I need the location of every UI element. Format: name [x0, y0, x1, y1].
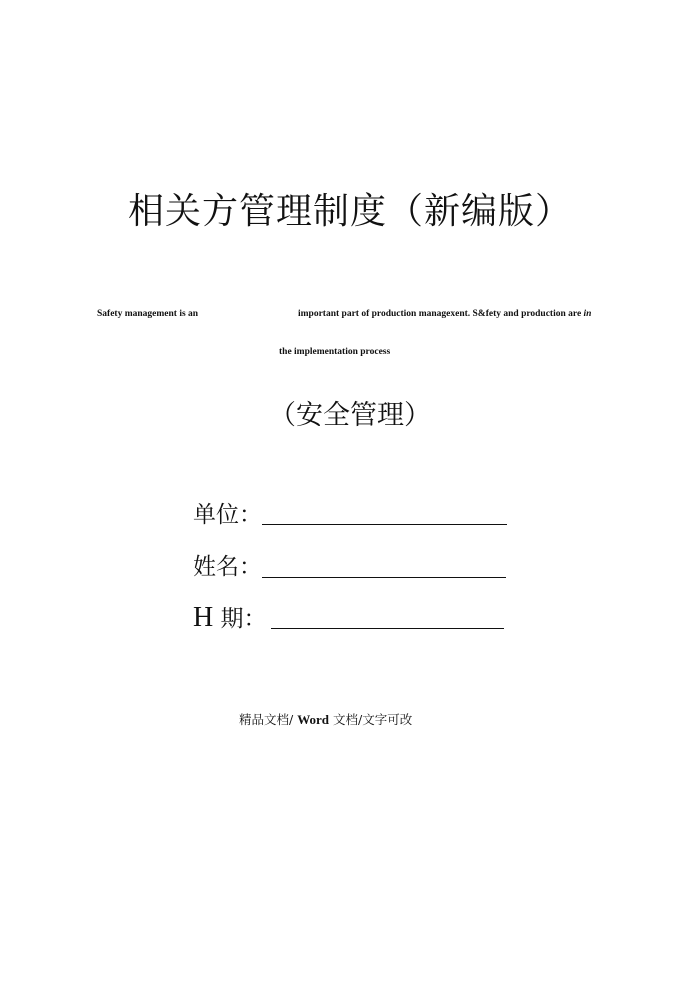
subtitle-part2-text: important part of production managexent. S&fety and production are — [298, 309, 582, 319]
field-unit-underline — [262, 524, 507, 525]
document-category: （安全管理） — [269, 400, 431, 431]
field-name-underline — [262, 577, 506, 578]
field-date-underline — [271, 628, 504, 629]
subtitle-part2-italic: in — [583, 309, 592, 319]
field-date-label-rest: 期： — [213, 606, 267, 632]
document-title: 相关方管理制度（新编版） — [127, 191, 572, 232]
subtitle-part2 — [298, 309, 591, 319]
field-date-label-h: H — [193, 602, 214, 633]
subtitle-line2: the implementation process — [279, 347, 391, 357]
field-name — [193, 551, 262, 583]
subtitle-part1: Safety management is an — [97, 309, 199, 319]
footer-suffix: 文档/文字可改 — [329, 712, 413, 727]
field-date — [193, 602, 267, 635]
document-footer — [239, 710, 412, 728]
field-unit-label: 单位： — [193, 502, 262, 528]
field-date-label — [193, 602, 267, 635]
footer-prefix: 精品文档/ — [239, 712, 294, 727]
footer-word: Word — [297, 712, 330, 727]
field-unit — [193, 499, 262, 531]
field-name-label: 姓名： — [193, 554, 262, 580]
